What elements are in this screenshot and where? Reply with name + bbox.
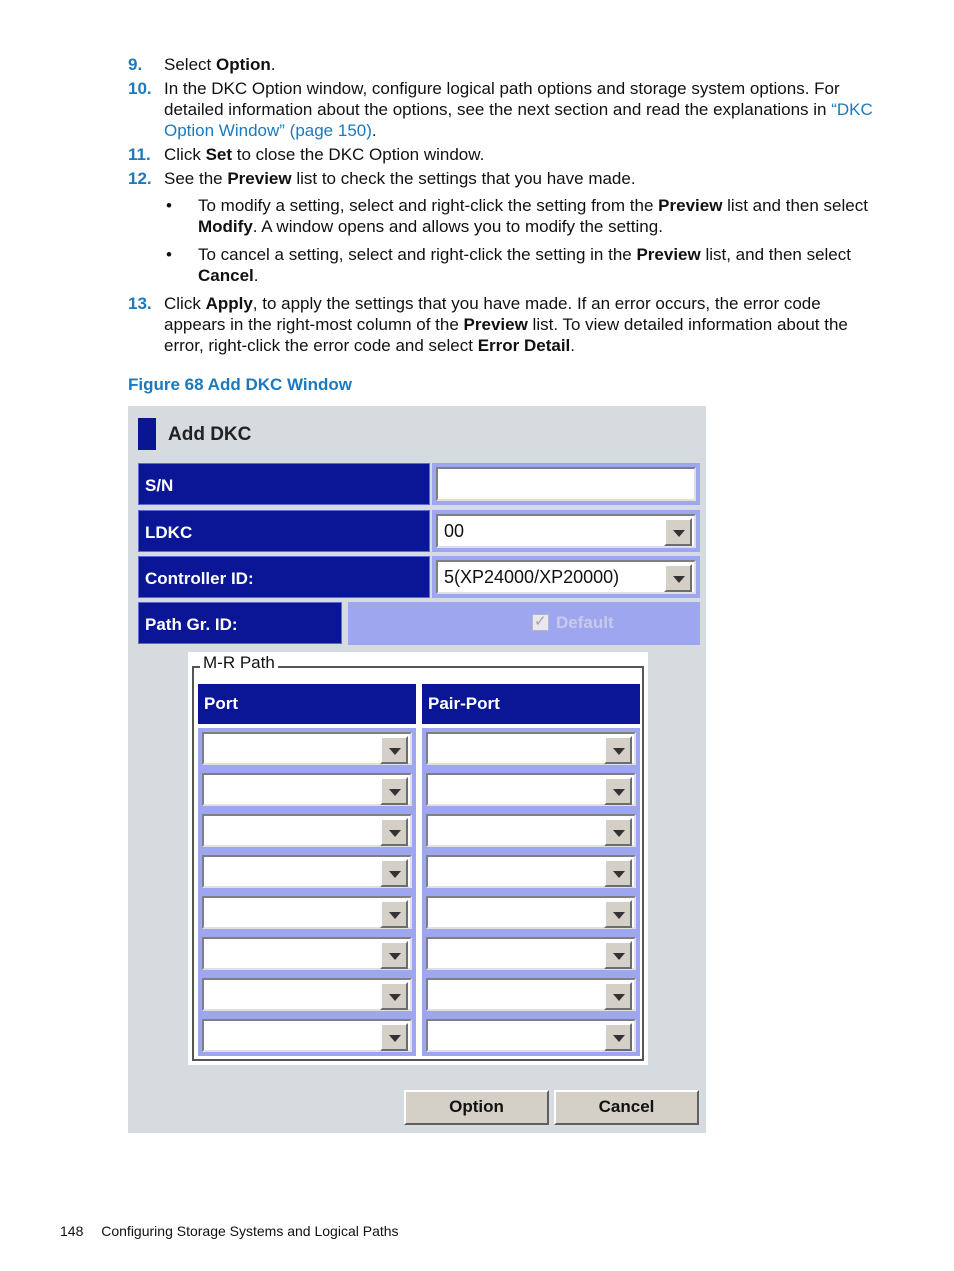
- chevron-down-icon[interactable]: [380, 736, 408, 764]
- default-checkbox[interactable]: [532, 614, 549, 631]
- port-select[interactable]: [198, 769, 416, 810]
- chevron-down-icon[interactable]: [380, 1023, 408, 1051]
- pair-port-select[interactable]: [422, 933, 640, 974]
- bullet-list: [128, 195, 878, 286]
- chevron-down-icon[interactable]: [604, 941, 632, 969]
- step-text: Select Option.: [164, 55, 276, 74]
- pair-port-select[interactable]: [422, 769, 640, 810]
- chevron-down-icon[interactable]: [604, 900, 632, 928]
- step-number: 9.: [128, 55, 143, 74]
- page-number: 148: [60, 1223, 84, 1239]
- chevron-down-icon[interactable]: [604, 1023, 632, 1051]
- pair-port-select[interactable]: [422, 892, 640, 933]
- port-select[interactable]: [198, 933, 416, 974]
- controller-id-value: 5(XP24000/XP20000): [444, 567, 620, 587]
- pair-port-select[interactable]: [422, 974, 640, 1015]
- port-select[interactable]: [198, 851, 416, 892]
- step-number: 13.: [128, 294, 152, 313]
- ldkc-value: 00: [444, 521, 465, 541]
- pair-port-select[interactable]: [422, 1015, 640, 1056]
- path-gr-field: [348, 602, 700, 645]
- mr-path-group: [188, 652, 648, 1065]
- chevron-down-icon[interactable]: [380, 859, 408, 887]
- ldkc-label: LDKC: [138, 510, 430, 552]
- bullet-item: • To modify a setting, select and right-click the setting from the Preview list and then select Modify. A window opens and allows you to modify the setting.: [166, 196, 868, 236]
- pair-port-select[interactable]: [422, 851, 640, 892]
- window-title: Add DKC: [168, 424, 252, 445]
- port-select[interactable]: [198, 728, 416, 769]
- chevron-down-icon[interactable]: [380, 941, 408, 969]
- figure-caption: Figure 68 Add DKC Window: [128, 375, 352, 394]
- chevron-down-icon[interactable]: [604, 736, 632, 764]
- pair-port-header: Pair-Port: [422, 684, 640, 724]
- chevron-down-icon[interactable]: [604, 859, 632, 887]
- port-select[interactable]: [198, 810, 416, 851]
- footer-section-title: Configuring Storage Systems and Logical Paths: [101, 1223, 399, 1239]
- controller-id-label: Controller ID:: [138, 556, 430, 598]
- pair-port-select[interactable]: [422, 728, 640, 769]
- sn-field-wrap: [432, 463, 700, 505]
- title-marker: [138, 418, 156, 450]
- step-text: Click Set to close the DKC Option window.: [164, 145, 485, 164]
- step-text: Click Apply, to apply the settings that you have made. If an error occurs, the error code appears in the right-most column of the Preview list. To view detailed information about the error, right-click the error code and select Error Detail.: [164, 294, 848, 355]
- step-number: 10.: [128, 79, 152, 98]
- step-item: [128, 54, 878, 75]
- page-footer: [60, 1223, 399, 1239]
- port-select[interactable]: [198, 1015, 416, 1056]
- cross-reference-link[interactable]: “DKC Option Window” (page 150): [164, 100, 873, 140]
- step-number: 12.: [128, 169, 152, 188]
- sn-input[interactable]: [436, 467, 696, 501]
- procedure-steps: [128, 54, 878, 359]
- chevron-down-icon[interactable]: [664, 564, 692, 592]
- add-dkc-window: [128, 406, 706, 1133]
- mr-path-legend: M-R Path: [200, 653, 278, 673]
- chevron-down-icon[interactable]: [604, 777, 632, 805]
- step-item: [128, 168, 878, 189]
- step-item: [128, 293, 878, 356]
- chevron-down-icon[interactable]: [604, 982, 632, 1010]
- cancel-button[interactable]: Cancel: [554, 1090, 699, 1125]
- port-select[interactable]: [198, 974, 416, 1015]
- option-button[interactable]: Option: [404, 1090, 549, 1125]
- chevron-down-icon[interactable]: [380, 777, 408, 805]
- default-checkbox-label: Default: [556, 613, 614, 632]
- controller-id-select[interactable]: [436, 560, 696, 594]
- chevron-down-icon[interactable]: [380, 982, 408, 1010]
- step-item: [128, 78, 878, 141]
- chevron-down-icon[interactable]: [380, 818, 408, 846]
- ldkc-select[interactable]: [436, 514, 696, 548]
- chevron-down-icon[interactable]: [664, 518, 692, 546]
- bullet-item: • To cancel a setting, select and right-click the setting in the Preview list, and then select Cancel.: [166, 245, 851, 285]
- chevron-down-icon[interactable]: [604, 818, 632, 846]
- pair-port-select[interactable]: [422, 810, 640, 851]
- port-select[interactable]: [198, 892, 416, 933]
- path-gr-id-label: Path Gr. ID:: [138, 602, 342, 644]
- controller-field-wrap: [432, 556, 700, 598]
- step-number: 11.: [128, 145, 151, 164]
- step-text: See the Preview list to check the settings that you have made.: [164, 169, 636, 188]
- step-text: In the DKC Option window, configure logical path options and storage system options. For detailed information about the options, see the next section and read the explanations in “DKC Option Window” (page 150).: [164, 79, 873, 140]
- ldkc-field-wrap: [432, 510, 700, 552]
- step-item: [128, 144, 878, 165]
- sn-label: S/N: [138, 463, 430, 505]
- port-header: Port: [198, 684, 416, 724]
- chevron-down-icon[interactable]: [380, 900, 408, 928]
